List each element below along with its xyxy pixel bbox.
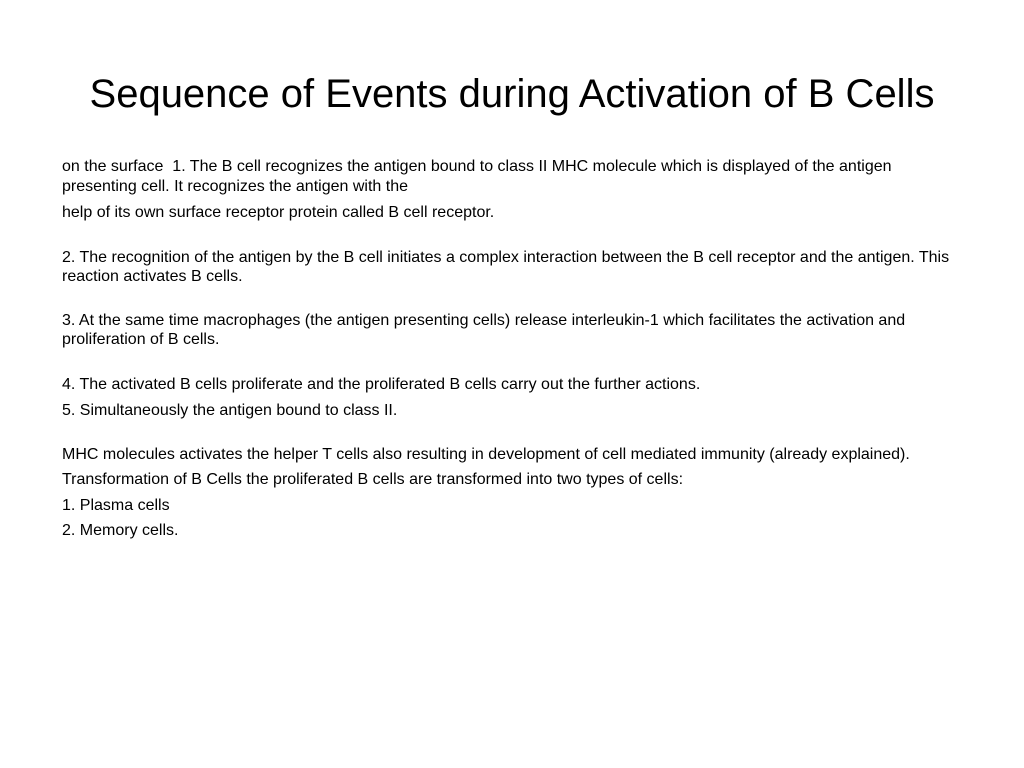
paragraph-step-2: 2. The recognition of the antigen by the B cell initiates a complex interaction between the B cell receptor and the antigen. This reaction activates B cells. (62, 248, 954, 285)
list-item-memory-cells: 2. Memory cells. (62, 522, 179, 539)
paragraph-step-4: 4. The activated B cells proliferate and the proliferated B cells carry out the further actions. (62, 375, 701, 393)
paragraph-step-1: on the surface 1. The B cell recognizes the antigen bound to class II MHC molecule which is displayed of the antigen presenting cell. It recognizes the antigen with the (62, 158, 896, 195)
paragraph-step-3: 3. At the same time macrophages (the antigen presenting cells) release interleukin-1 which facilitates the activation and proliferation of B cells. (62, 311, 910, 348)
paragraph-step-1-continued: help of its own surface receptor protein called B cell receptor. (62, 204, 495, 221)
list-item-plasma-cells: 1. Plasma cells (62, 496, 170, 514)
paragraph-mhc-helper-t: MHC molecules activates the helper T cells also resulting in development of cell mediated immunity (already explained). (62, 445, 910, 463)
paragraph-step-5: 5. Simultaneously the antigen bound to class II. (62, 402, 398, 419)
slide-title: Sequence of Events during Activation of B Cells (89, 72, 935, 116)
slide-body (62, 157, 952, 541)
paragraph-transformation: Transformation of B Cells the proliferated B cells are transformed into two types of cells: (62, 471, 684, 488)
